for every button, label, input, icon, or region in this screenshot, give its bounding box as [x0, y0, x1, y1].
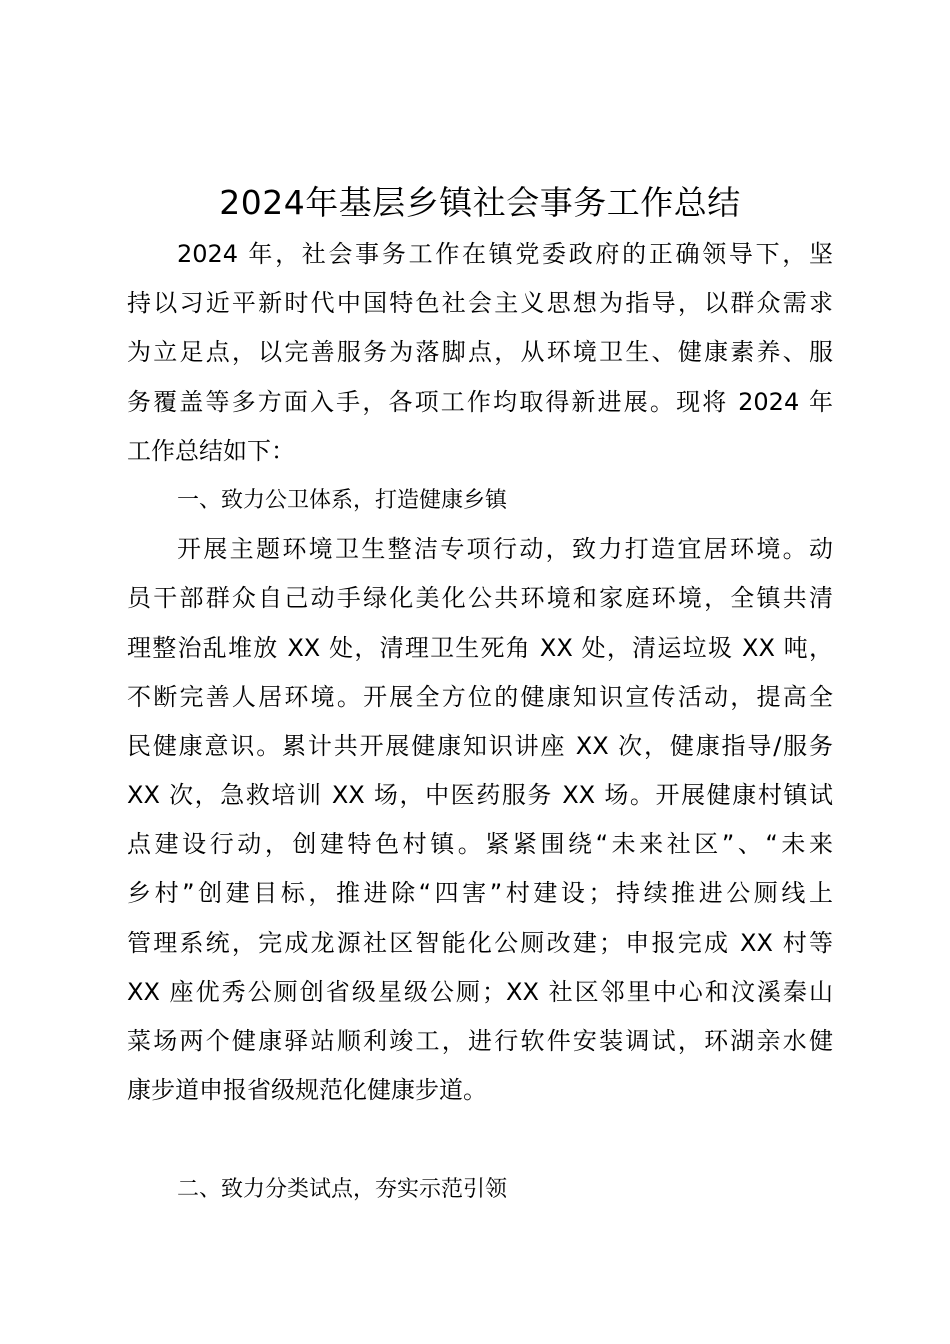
paragraph-line: 务覆盖等多方面入手，各项工作均取得新进展。现将 2024 年: [127, 387, 833, 416]
paragraph-line: 开展主题环境卫生整洁专项行动，致力打造宜居环境。动: [177, 535, 833, 564]
paragraph-line: 为立足点，以完善服务为落脚点，从环境卫生、健康素养、服: [127, 338, 833, 367]
paragraph-line: 管理系统，完成龙源社区智能化公厕改建；申报完成 XX 村等: [127, 928, 833, 957]
document-body: [127, 230, 833, 1214]
paragraph-line: 康步道申报省级规范化健康步道。: [127, 1076, 487, 1105]
paragraph-line: XX 次，急救培训 XX 场，中医药服务 XX 场。开展健康村镇试: [127, 781, 833, 810]
paragraph-line: 持以习近平新时代中国特色社会主义思想为指导，以群众需求: [127, 289, 833, 318]
paragraph-line: 乡村”创建目标，推进除“四害”村建设；持续推进公厕线上: [127, 879, 833, 908]
paragraph-line: 民健康意识。累计共开展健康知识讲座 XX 次，健康指导/服务: [127, 731, 833, 760]
paragraph-line: 点建设行动，创建特色村镇。紧紧围绕“未来社区”、“未来: [127, 830, 833, 859]
section-heading: 一、致力公卫体系，打造健康乡镇: [177, 487, 508, 513]
paragraph-line: 理整治乱堆放 XX 处，清理卫生死角 XX 处，清运垃圾 XX 吨，: [127, 633, 833, 662]
paragraph-line: XX 座优秀公厕创省级星级公厕；XX 社区邻里中心和汶溪秦山: [127, 977, 833, 1006]
paragraph-line: 菜场两个健康驿站顺利竣工，进行软件安装调试，环湖亲水健: [127, 1027, 833, 1055]
paragraph-line: 不断完善人居环境。开展全方位的健康知识宣传活动，提高全: [127, 682, 833, 711]
paragraph-line: 2024 年，社会事务工作在镇党委政府的正确领导下，坚: [177, 240, 833, 268]
paragraph-line: 工作总结如下：: [127, 436, 295, 465]
blank-line: [127, 1115, 833, 1164]
paragraph-line: 员干部群众自己动手绿化美化公共环境和家庭环境，全镇共清: [127, 584, 833, 613]
document-title: 2024年基层乡镇社会事务工作总结: [219, 183, 741, 222]
section-heading: 二、致力分类试点，夯实示范引领: [177, 1176, 508, 1202]
